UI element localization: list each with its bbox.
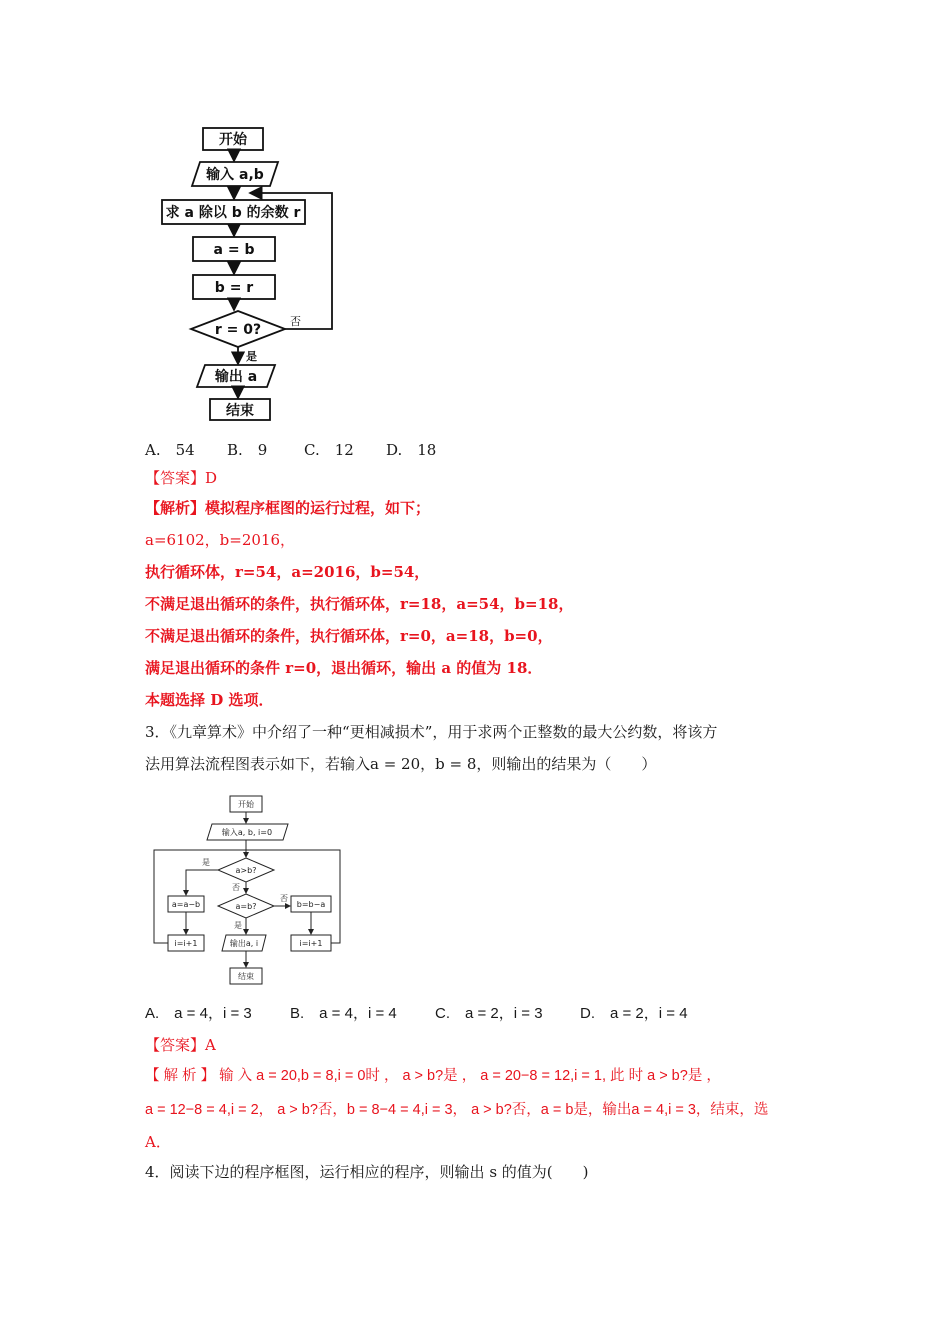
q3-stem-line-1: 3．《九章算术》中介绍了一种“更相减损术”，用于求两个正整数的最大公约数，将该方 (145, 723, 718, 741)
fc2-end-label: 结束 (238, 972, 254, 981)
fc1-remainder-label: 求 a 除以 b 的余数 r (165, 205, 301, 221)
q2-analysis-line-2: a=6102，b=2016， (145, 531, 296, 549)
fc1-output-label: 输出 a (214, 369, 258, 385)
q2-analysis-line-7: 本题选择 D 选项． (145, 691, 274, 709)
q2-analysis-line-1: 【解析】模拟程序框图的运行过程，如下； (145, 499, 431, 517)
fc2-left-assign-label: a=a−b (171, 900, 201, 909)
q2-analysis-line-4: 不满足退出循环的条件，执行循环体，r=18，a=54，b=18， (145, 595, 574, 613)
q2-options (145, 440, 436, 460)
q3-analysis-line-1: 【 解 析 】 输 入 a = 20,b = 8,i = 0时 ， a > b?是 ， a = 20−8 = 12,i = 1, 此 时 a > b?是 ， (145, 1068, 721, 1084)
q3-option-b: B. a = 4，i = 4 (290, 1005, 397, 1022)
fc2-output-label: 输出a, i (229, 939, 259, 948)
q2-analysis-line-6: 满足退出循环的条件 r=0，退出循环，输出 a 的值为 18． (145, 659, 543, 677)
fc2-right-inc-label: i=i+1 (299, 939, 323, 948)
fc2-right-assign-label: b=b−a (296, 900, 326, 909)
q3-option-a: A. a = 4，i = 3 (145, 1005, 252, 1022)
q3-analysis-line-2: a = 12−8 = 4,i = 2， a > b?否，b = 8−4 = 4,i = 3， a > b?否，a = b是，输出a = 4,i = 3，结束，选 (145, 1102, 769, 1118)
fc1-start-label: 开始 (219, 132, 247, 148)
q3-option-d: D. a = 2，i = 4 (580, 1005, 688, 1022)
q3-answer: 【答案】A (145, 1036, 216, 1054)
fc1-end-label: 结束 (226, 403, 254, 419)
fc2-no2-label: 否 (280, 894, 288, 903)
fc1-condition-label: r = 0? (214, 322, 262, 338)
q2-option-a: A. 54 (145, 441, 195, 459)
fc1-assign-a-label: a = b (213, 242, 255, 258)
q2-analysis-line-3: 执行循环体，r=54，a=2016，b=54， (145, 563, 430, 581)
fc2-left-inc-label: i=i+1 (174, 939, 198, 948)
q2-analysis-line-5: 不满足退出循环的条件，执行循环体，r=0，a=18，b=0， (145, 627, 553, 645)
q2-option-c: C. 12 (304, 441, 354, 459)
fc2-cond1-label: a>b? (235, 866, 257, 875)
fc2-start-label: 开始 (238, 800, 254, 809)
fc2-yes1-label: 是 (202, 858, 210, 867)
flowchart-2 (150, 790, 350, 990)
q2-answer: 【答案】D (145, 469, 218, 487)
fc2-cond2-label: a=b? (235, 902, 257, 911)
q3-option-c: C. a = 2，i = 3 (435, 1005, 543, 1022)
fc1-yes-label: 是 (246, 350, 257, 363)
q4-stem: 4．阅读下边的程序框图，运行相应的程序，则输出 s 的值为( ) (145, 1163, 589, 1181)
q3-options (145, 1003, 688, 1024)
fc2-no1-label: 否 (232, 883, 240, 892)
fc1-assign-b-label: b = r (214, 280, 254, 296)
q3-analysis-line-3: A． (145, 1133, 171, 1151)
fc1-no-label: 否 (290, 315, 301, 328)
q2-option-b: B. 9 (227, 441, 268, 459)
q3-stem-line-2: 法用算法流程图表示如下，若输入a = 20，b = 8，则输出的结果为（ ） (145, 755, 657, 773)
fc2-input-label: 输入a, b, i=0 (221, 828, 273, 837)
flowchart-1 (150, 120, 350, 425)
fc2-yes2-label: 是 (234, 921, 242, 930)
q2-option-d: D. 18 (386, 441, 437, 459)
fc1-input-label: 输入 a,b (206, 167, 264, 183)
